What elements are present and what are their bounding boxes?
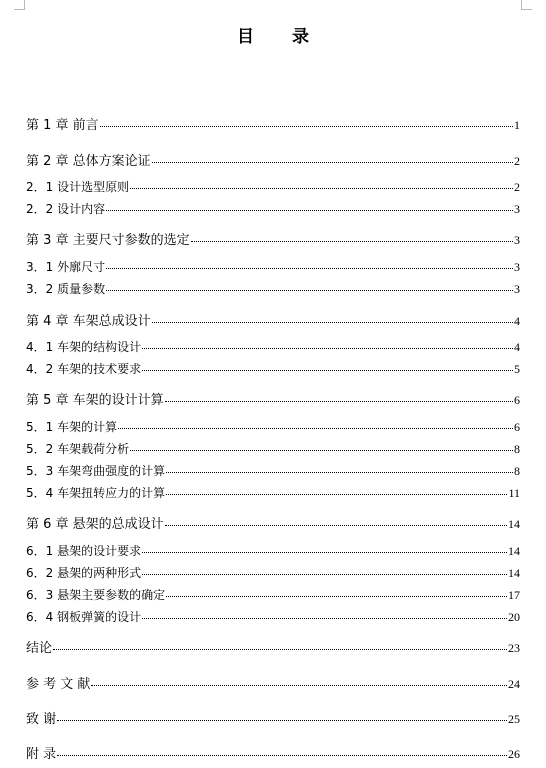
toc-chapter-entry[interactable] [26, 229, 520, 248]
dot-leader [166, 493, 507, 495]
toc-section-entry[interactable] [26, 200, 520, 217]
toc-entry-label: 附 录 [26, 747, 57, 762]
toc-entry-page-number: 1 [514, 118, 520, 132]
toc-section-entry[interactable] [26, 462, 520, 479]
toc-entry-page-number: 2 [514, 180, 520, 194]
toc-entry-page-number: 14 [508, 544, 520, 558]
dot-leader [53, 648, 507, 650]
toc-entry-page-number: 11 [508, 486, 520, 500]
dot-leader [142, 617, 507, 619]
toc-chapter-entry[interactable] [26, 310, 520, 329]
dot-leader [165, 524, 507, 526]
toc-chapter-entry[interactable] [26, 389, 520, 408]
toc-entry-page-number: 25 [508, 712, 520, 726]
toc-entry-page-number: 8 [514, 442, 520, 456]
dot-leader [130, 187, 513, 189]
toc-section-entry[interactable] [26, 542, 520, 559]
toc-entry-label: 6．1 悬架的设计要求 [26, 544, 142, 558]
toc-entry-label: 5．4 车架扭转应力的计算 [26, 486, 166, 500]
toc-entry-label: 5．1 车架的计算 [26, 420, 118, 434]
toc-chapter-entry[interactable] [26, 708, 520, 727]
toc-entry-page-number: 5 [514, 362, 520, 376]
toc-entry-label: 5．2 车架载荷分析 [26, 442, 130, 456]
toc-entry-page-number: 14 [508, 517, 520, 531]
dot-leader [152, 321, 513, 323]
toc-entry-page-number: 23 [508, 641, 520, 655]
toc-entry-label: 致 谢 [26, 712, 57, 727]
toc-section-entry[interactable] [26, 418, 520, 435]
toc-section-entry[interactable] [26, 258, 520, 275]
dot-leader [165, 400, 513, 402]
toc-entry-label: 2．1 设计选型原则 [26, 180, 130, 194]
toc-chapter-entry[interactable] [26, 743, 520, 762]
toc-entry-label: 第 3 章 主要尺寸参数的选定 [26, 233, 190, 248]
toc-chapter-entry[interactable] [26, 150, 520, 169]
toc-entry-page-number: 6 [514, 420, 520, 434]
toc-entry-page-number: 3 [514, 202, 520, 216]
toc-entry-page-number: 8 [514, 464, 520, 478]
dot-leader [57, 754, 507, 756]
toc-section-entry[interactable] [26, 360, 520, 377]
toc-entry-page-number: 20 [508, 610, 520, 624]
page-corner-mark-left [14, 0, 25, 10]
toc-entry-page-number: 4 [514, 340, 520, 354]
toc-section-entry[interactable] [26, 484, 520, 501]
toc-entry-label: 第 2 章 总体方案论证 [26, 154, 151, 169]
toc-entry-label: 2．2 设计内容 [26, 202, 106, 216]
dot-leader [152, 161, 513, 163]
toc-section-entry[interactable] [26, 440, 520, 457]
toc-chapter-entry[interactable] [26, 513, 520, 532]
dot-leader [142, 573, 507, 575]
toc-title: 目 录 [237, 27, 325, 47]
toc-entry-label: 结论 [26, 641, 53, 656]
toc-entry-label: 第 1 章 前言 [26, 118, 99, 133]
toc-entry-page-number: 6 [514, 393, 520, 407]
dot-leader [191, 240, 513, 242]
toc-section-entry[interactable] [26, 280, 520, 297]
dot-leader [118, 427, 513, 429]
toc-section-entry[interactable] [26, 338, 520, 355]
toc-entry-label: 5．3 车架弯曲强度的计算 [26, 464, 166, 478]
toc-entry-page-number: 17 [508, 588, 520, 602]
toc-entry-page-number: 2 [514, 154, 520, 168]
dot-leader [166, 595, 507, 597]
toc-entry-label: 6．2 悬架的两种形式 [26, 566, 142, 580]
toc-entry-label: 4．2 车架的技术要求 [26, 362, 142, 376]
toc-entry-label: 3．2 质量参数 [26, 282, 106, 296]
toc-entry-label: 第 5 章 车架的设计计算 [26, 393, 164, 408]
toc-section-entry[interactable] [26, 178, 520, 195]
toc-entry-label: 第 4 章 车架总成设计 [26, 314, 151, 329]
toc-section-entry[interactable] [26, 564, 520, 581]
toc-entry-page-number: 26 [508, 747, 520, 761]
dot-leader [130, 449, 513, 451]
toc-section-entry[interactable] [26, 586, 520, 603]
dot-leader [91, 684, 507, 686]
toc-entry-page-number: 3 [514, 233, 520, 247]
dot-leader [142, 551, 507, 553]
dot-leader [106, 209, 513, 211]
dot-leader [142, 369, 513, 371]
toc-entry-label: 3．1 外廓尺寸 [26, 260, 106, 274]
toc-chapter-entry[interactable] [26, 637, 520, 656]
toc-entry-label: 6．3 悬架主要参数的确定 [26, 588, 166, 602]
toc-entry-label: 参 考 文 献 [26, 677, 91, 692]
toc-entry-label: 第 6 章 悬架的总成设计 [26, 517, 164, 532]
toc-entry-page-number: 3 [514, 282, 520, 296]
toc-entry-page-number: 24 [508, 677, 520, 691]
page-corner-mark-right [521, 0, 532, 10]
toc-entry-label: 4．1 车架的结构设计 [26, 340, 142, 354]
toc-chapter-entry[interactable] [26, 673, 520, 692]
dot-leader [142, 347, 513, 349]
dot-leader [106, 289, 513, 291]
dot-leader [166, 471, 513, 473]
toc-entry-page-number: 3 [514, 260, 520, 274]
dot-leader [100, 125, 513, 127]
dot-leader [106, 267, 513, 269]
toc-entry-page-number: 4 [514, 314, 520, 328]
toc-entry-page-number: 14 [508, 566, 520, 580]
toc-chapter-entry[interactable] [26, 114, 520, 133]
dot-leader [57, 719, 507, 721]
toc-section-entry[interactable] [26, 608, 520, 625]
toc-entry-label: 6．4 钢板弹簧的设计 [26, 610, 142, 624]
